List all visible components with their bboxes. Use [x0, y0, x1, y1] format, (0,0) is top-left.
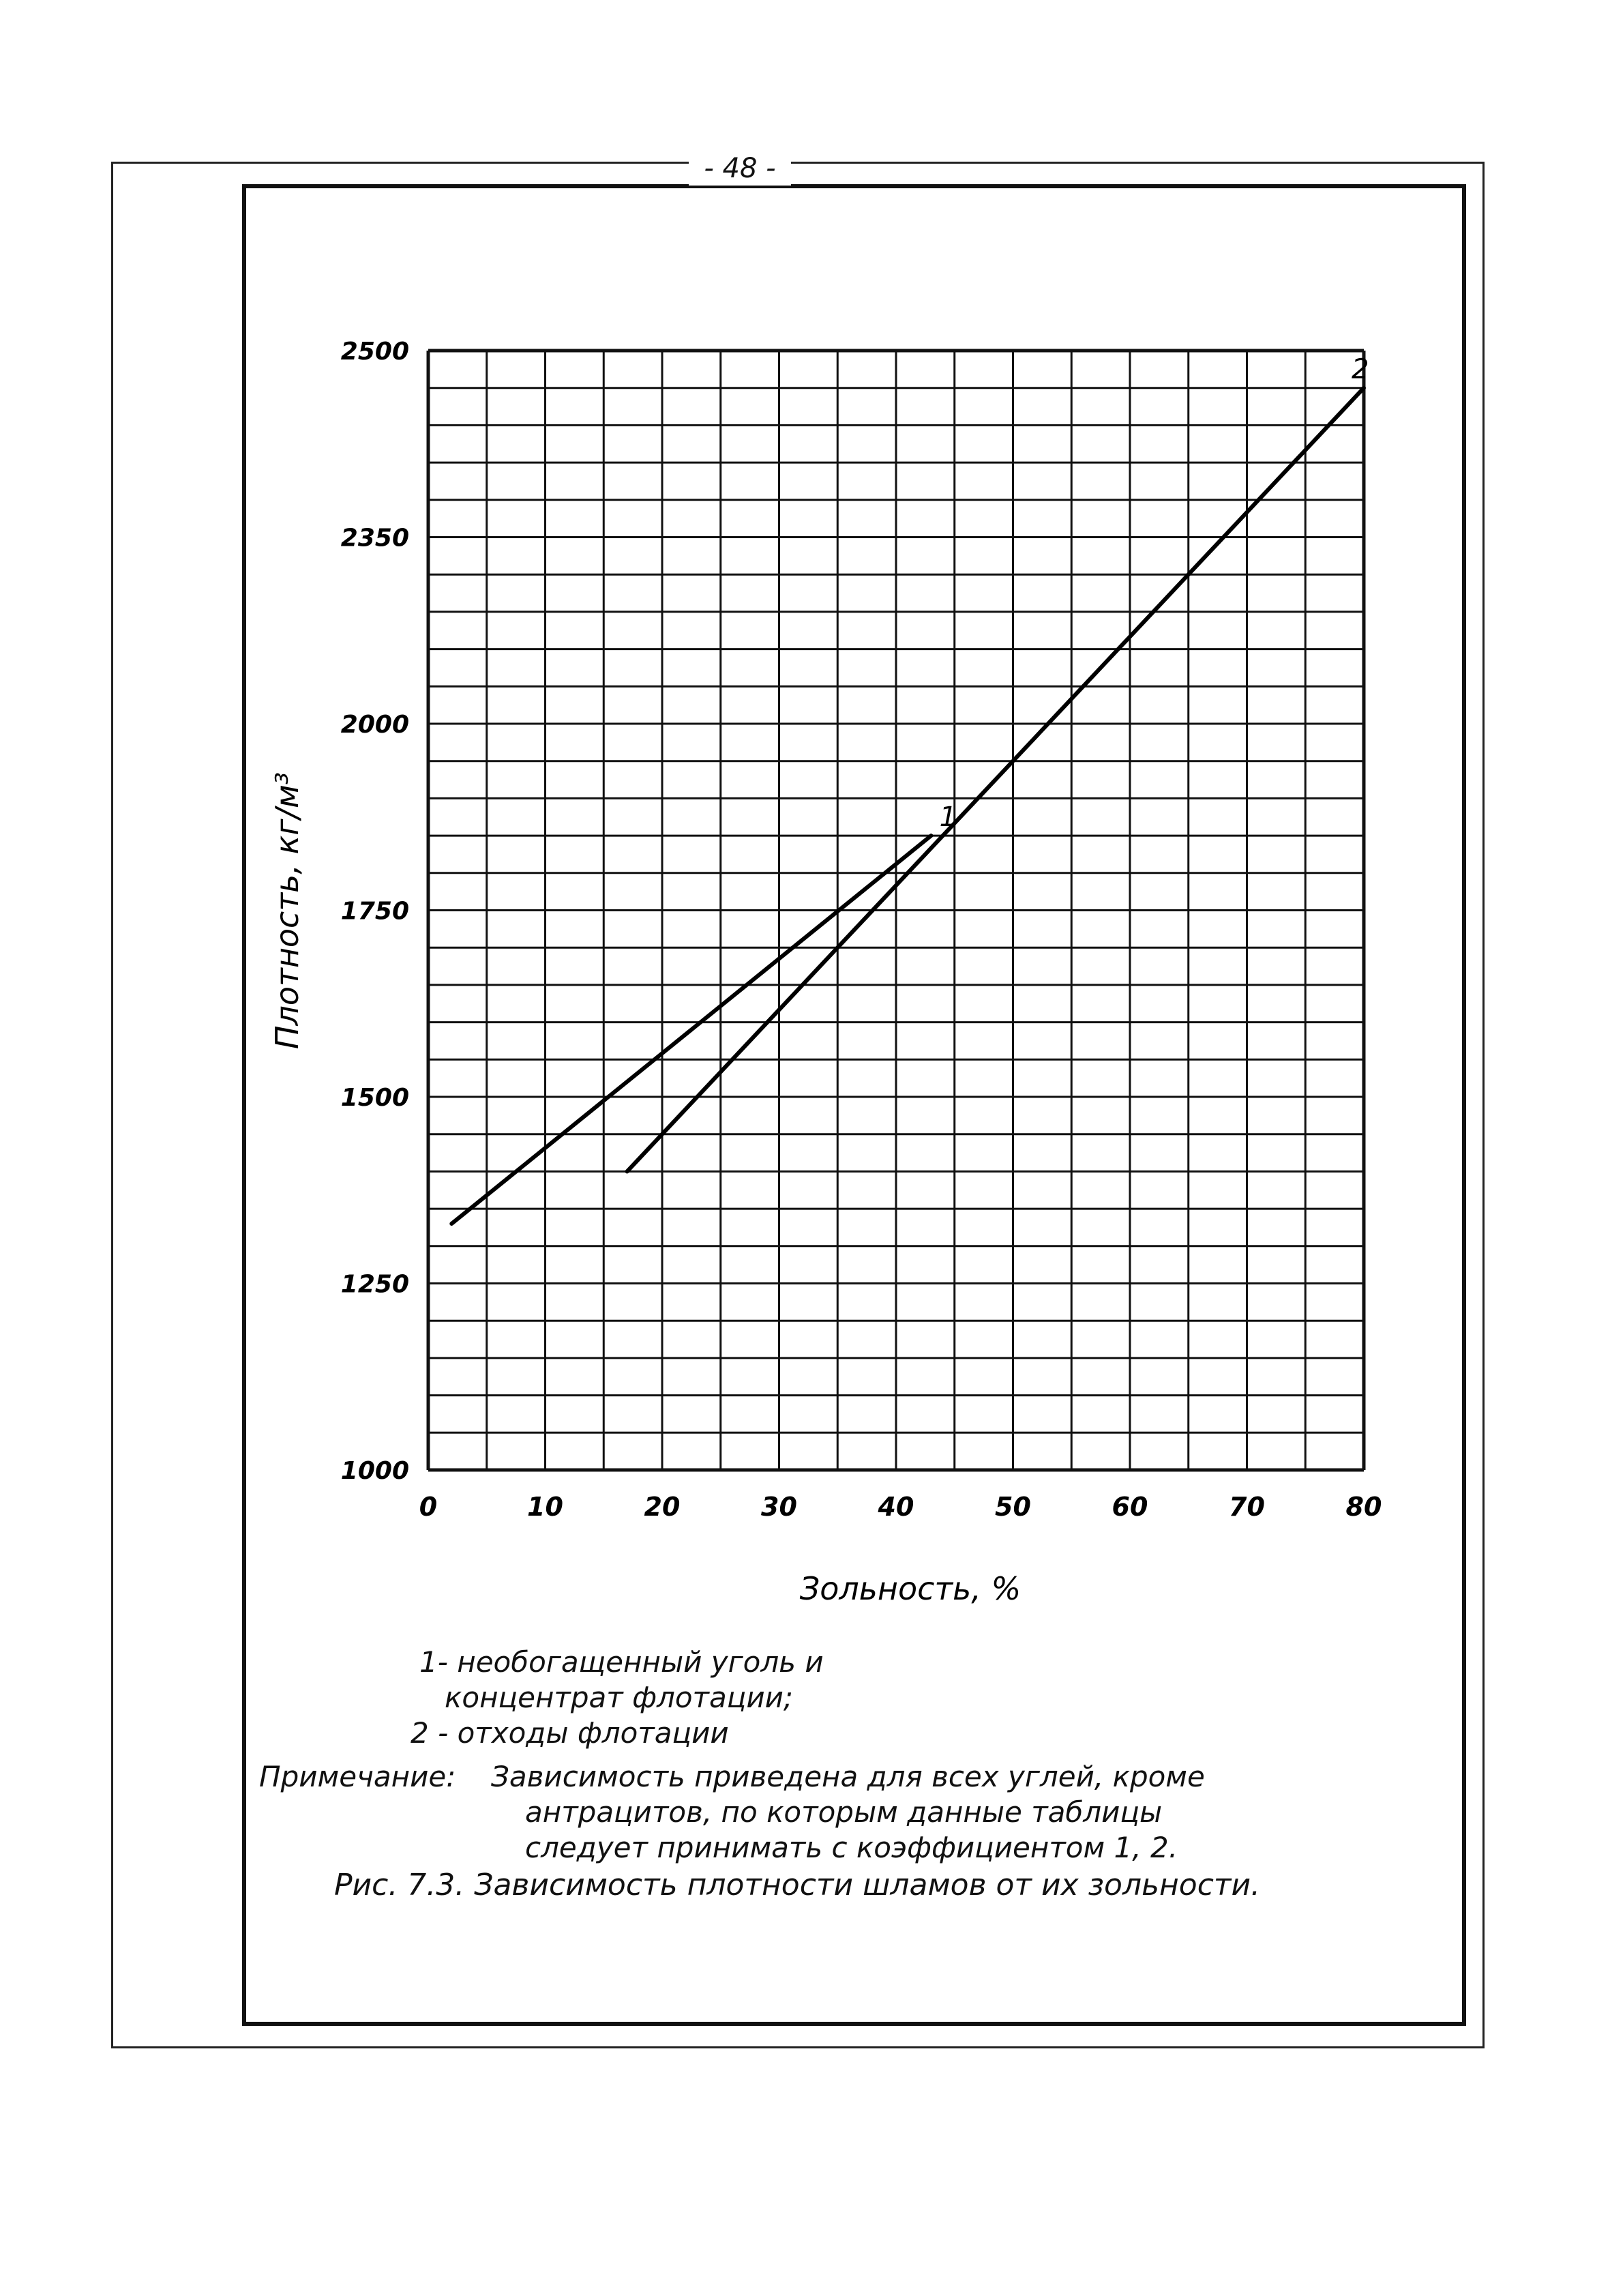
note-line-1: Зависимость приведена для всех углей, кроме — [491, 1760, 1205, 1793]
x-tick-label: 20 — [644, 1492, 681, 1522]
page-number: - 48 - — [689, 151, 791, 186]
y-axis-label: Плотность, кг/м³ — [269, 771, 305, 1050]
chart-series — [451, 354, 1369, 1224]
series-line-1 — [451, 836, 931, 1224]
y-tick-label: 1250 — [340, 1270, 409, 1299]
y-tick-label: 1500 — [340, 1084, 409, 1112]
x-tick-label: 40 — [878, 1492, 914, 1522]
chart-ticks — [341, 338, 1382, 1522]
y-tick-label: 1750 — [340, 897, 409, 926]
chart-grid — [428, 351, 1364, 1470]
series-line-2 — [627, 388, 1364, 1172]
series-label-2: 2 — [1352, 353, 1369, 385]
y-tick-label: 1000 — [340, 1457, 409, 1485]
x-tick-label: 0 — [419, 1492, 438, 1522]
note-label: Примечание: — [259, 1760, 456, 1793]
legend-item-1: 1- необогащенный уголь и — [419, 1645, 824, 1679]
x-tick-label: 60 — [1112, 1492, 1148, 1522]
x-tick-label: 70 — [1229, 1492, 1265, 1522]
legend-item-2: 2 - отходы флотации — [411, 1716, 729, 1750]
legend-item-1-cont: концентрат флотации; — [445, 1681, 794, 1714]
figure-caption: Рис. 7.3. Зависимость плотности шламов от их зольности. — [334, 1868, 1261, 1902]
note-line-3: следует принимать с коэффициентом 1, 2. — [525, 1831, 1178, 1864]
x-tick-label: 10 — [527, 1492, 563, 1522]
y-tick-label: 2000 — [340, 711, 409, 739]
y-tick-label: 2350 — [340, 524, 409, 553]
series-label-1: 1 — [939, 801, 957, 834]
x-tick-label: 80 — [1345, 1492, 1382, 1522]
y-tick-label: 2500 — [340, 338, 409, 366]
x-tick-label: 30 — [761, 1492, 797, 1522]
x-tick-label: 50 — [995, 1492, 1031, 1522]
x-axis-label: Зольность, % — [799, 1570, 1022, 1607]
note-line-2: антрацитов, по которым данные таблицы — [525, 1795, 1163, 1829]
